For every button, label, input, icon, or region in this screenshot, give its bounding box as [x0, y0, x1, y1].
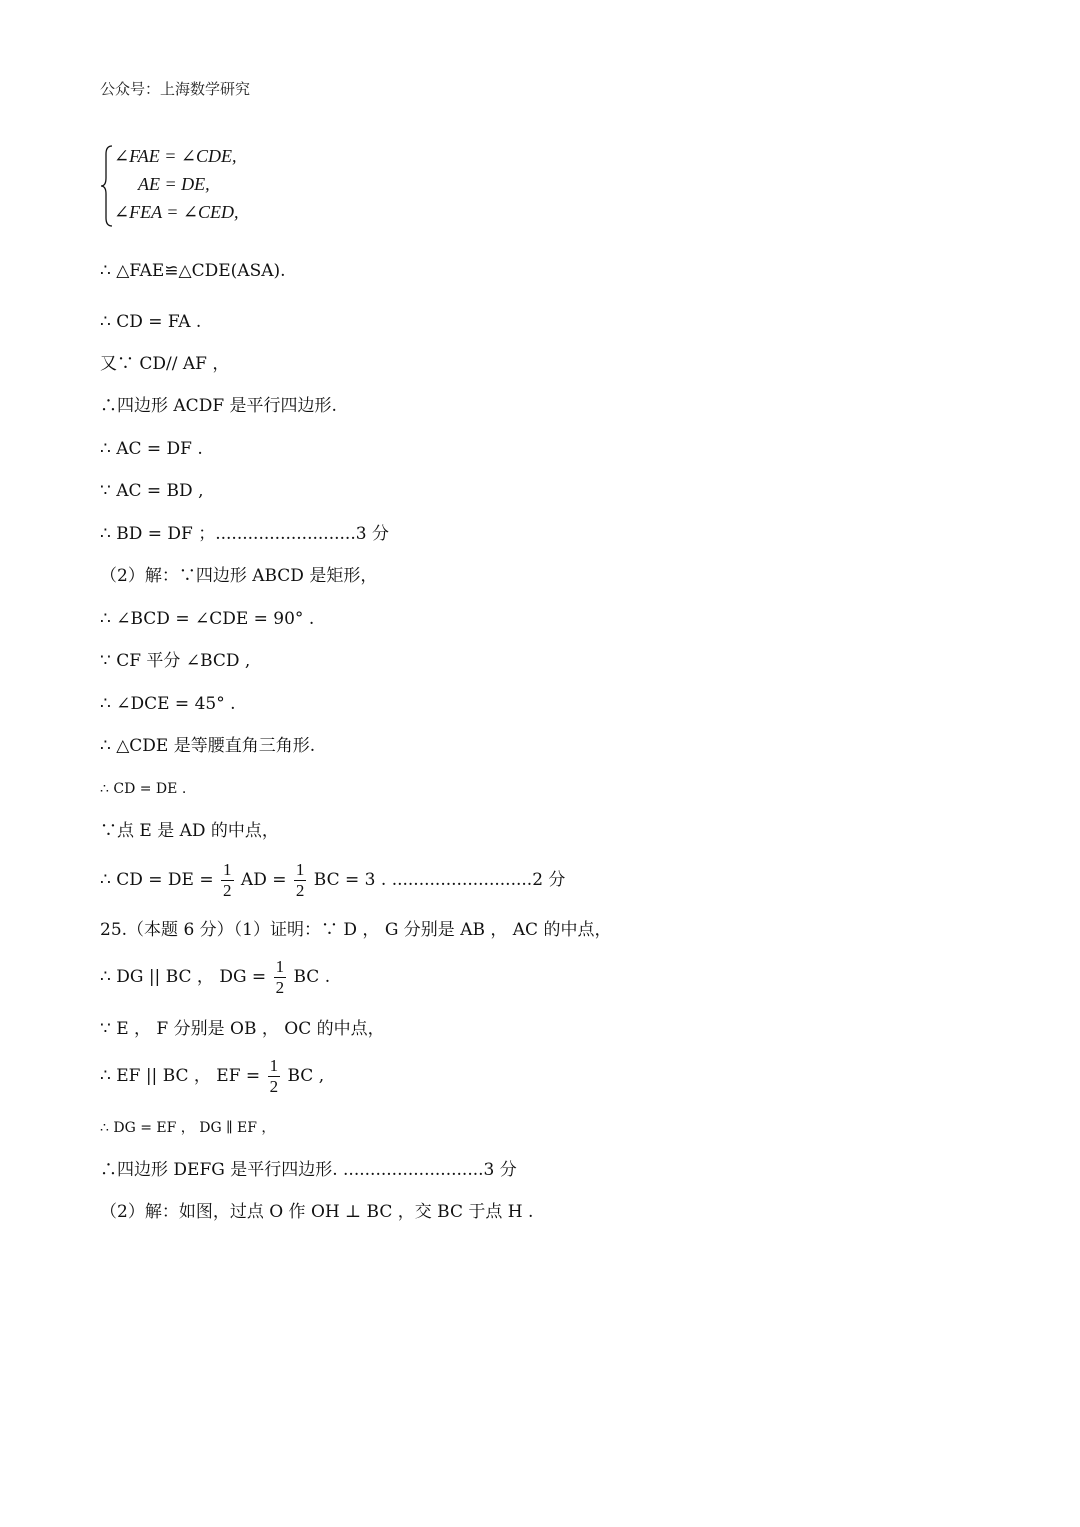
system-row-3: ∠FEA = ∠CED, — [114, 202, 239, 222]
proof-line: ∴ BD = DF ；..........................3 分 — [100, 524, 389, 544]
proof-line: ∴ ∠DCE = 45° . — [100, 694, 236, 714]
proof-line: ∵ E ， F 分别是 OB ， OC 的中点， — [100, 1019, 385, 1039]
expr-part: BC = 3 . ..........................2 分 — [313, 870, 566, 890]
proof-line: ∴ △FAE≌△CDE(ASA). — [100, 261, 286, 281]
expr-part: ∴ DG || BC ， DG = — [100, 967, 267, 987]
equation-system — [100, 144, 300, 228]
proof-line: ∵点 E 是 AD 的中点， — [100, 821, 279, 841]
fraction-half — [268, 1056, 281, 1097]
proof-line: ∵ CF 平分 ∠BCD , — [100, 651, 251, 671]
question-25-line: 25.（本题 6 分）（1）证明：∵ D ， G 分别是 AB ， AC 的中点， — [100, 920, 612, 940]
left-brace-icon — [100, 144, 114, 228]
proof-line: ∴四边形 DEFG 是平行四边形. ..........................3 分 — [100, 1160, 517, 1180]
expr-part: BC . — [293, 967, 331, 987]
proof-line-fraction — [100, 957, 330, 998]
system-row-1: ∠FAE = ∠CDE, — [114, 146, 237, 166]
proof-line: ∵ AC = BD , — [100, 481, 204, 501]
fraction-numerator: 1 — [295, 860, 305, 879]
proof-line: 又∵ CD// AF ， — [100, 354, 230, 374]
system-row-2: AE = DE, — [138, 174, 210, 194]
proof-line: ∴ DG = EF ， DG ∥ EF ， — [100, 1120, 276, 1136]
expr-part: BC , — [287, 1066, 325, 1086]
proof-line-fraction — [100, 1056, 324, 1097]
proof-line: （2）解：如图，过点 O 作 OH ⊥ BC ，交 BC 于点 H . — [100, 1202, 534, 1222]
fraction-denominator: 2 — [269, 1077, 279, 1096]
fraction-half — [294, 860, 307, 901]
fraction-numerator: 1 — [269, 1056, 279, 1075]
fraction-denominator: 2 — [223, 881, 232, 900]
watermark-header: 公众号：上海数学研究 — [100, 80, 251, 98]
proof-line: ∴ AC = DF . — [100, 439, 203, 459]
fraction-half — [274, 957, 287, 998]
proof-line-fraction — [100, 860, 565, 901]
proof-line: ∴ △CDE 是等腰直角三角形. — [100, 736, 316, 756]
proof-line: ∴ ∠BCD = ∠CDE = 90° . — [100, 609, 315, 629]
fraction-numerator: 1 — [223, 860, 232, 879]
proof-line: ∴ CD = DE . — [100, 781, 187, 797]
fraction-denominator: 2 — [275, 978, 285, 997]
proof-line: ∴四边形 ACDF 是平行四边形. — [100, 396, 337, 416]
expr-part: ∴ CD = DE = — [100, 870, 214, 890]
expr-part: ∴ EF || BC ， EF = — [100, 1066, 261, 1086]
proof-line: （2）解：∵四边形 ABCD 是矩形， — [100, 566, 378, 586]
proof-line: ∴ CD = FA . — [100, 312, 202, 332]
fraction-denominator: 2 — [295, 881, 305, 900]
fraction-half — [221, 860, 234, 901]
fraction-numerator: 1 — [275, 957, 285, 976]
expr-part: AD = — [240, 870, 287, 890]
